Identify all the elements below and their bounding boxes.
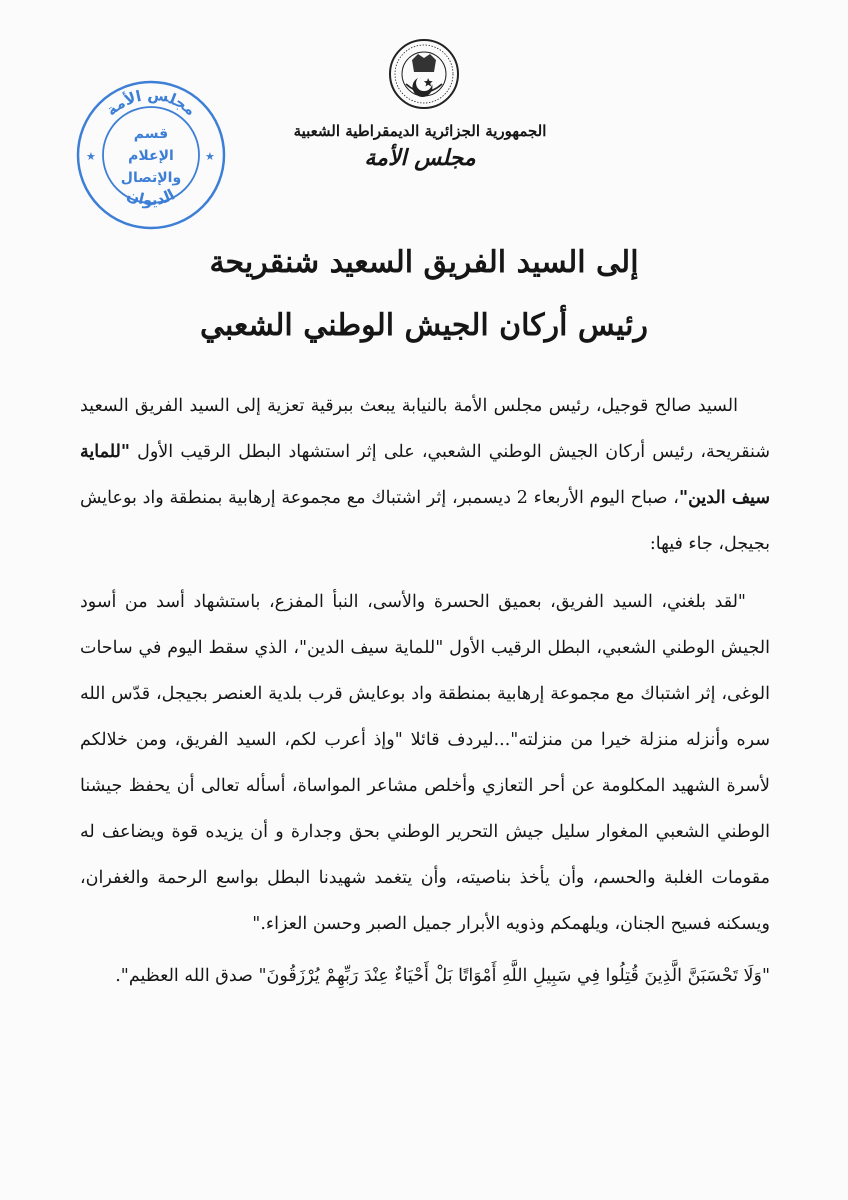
council-name: مجلس الأمة bbox=[364, 145, 476, 171]
republic-name: الجمهورية الجزائرية الديمقراطية الشعبية bbox=[293, 122, 547, 140]
national-emblem-icon bbox=[388, 38, 460, 110]
paragraph-intro bbox=[80, 383, 770, 567]
title-line-1: إلى السيد الفريق السعيد شنقريحة bbox=[209, 245, 639, 280]
stamp-top-text: مجلس الأمة bbox=[102, 85, 200, 120]
svg-text:الديوان bbox=[124, 185, 178, 209]
stamp-line-2: الإعلام bbox=[128, 148, 174, 164]
letterhead bbox=[270, 120, 570, 172]
stamp-graphic bbox=[74, 78, 228, 232]
paragraph-verse: "وَلَا تَحْسَبَنَّ الَّذِينَ قُتِلُوا فِي سَبِيلِ اللَّهِ أَمْوَاتًا بَلْ أَحْيَاءٌ عِنْدَ رَبِّهِمْ يُرْزَقُونَ" صدق الله العظيم". bbox=[115, 966, 770, 986]
letter-body bbox=[80, 383, 770, 999]
office-stamp bbox=[74, 78, 228, 232]
stamp-star-right: ★ bbox=[205, 150, 215, 163]
martyr-name: "للماية سيف الدين" bbox=[80, 442, 771, 508]
intro-text-a: السيد صالح قوجيل، رئيس مجلس الأمة بالنيابة يبعث ببرقية تعزية إلى السيد الفريق السعيد شنقريحة، رئيس أركان الجيش الوطني الشعبي، على إثر استشهاد البطل الرقيب الأول bbox=[80, 396, 770, 462]
stamp-line-3: والإتصال bbox=[120, 170, 182, 186]
stamp-line-1: قسم bbox=[133, 126, 169, 142]
stamp-bottom-text: الديوان bbox=[124, 185, 178, 210]
title-line-2: رئيس أركان الجيش الوطني الشعبي bbox=[199, 308, 648, 343]
paragraph-message: "لقد بلغني، السيد الفريق، بعميق الحسرة والأسى، النبأ المفزع، باستشهاد أسد من أسود الجيش الوطني الشعبي، البطل الرقيب الأول "للماية سيف الدين"، الذي سقط اليوم في ساحات الوغى، إثر اشتباك مع مجموعة إرهابية بمنطقة واد بوعايش قرب بلدية العنصر بجيجل، قدّس الله سره وأنزله منزلة خيرا من منزلته"...ليردف قائلا "وإذ أعرب لكم، السيد الفريق، ومن خلالكم لأسرة الشهيد المكلومة عن أحر التعازي وأخلص مشاعر المواساة، أسأله تعالى أن يحفظ جيشنا الوطني الشعبي المغوار سليل جيش التحرير الوطني بحق وجدارة و أن يزيده قوة ويضاعف له مقومات الغلبة والحسم، وأن يأخذ بناصيته، وأن يتغمد شهيدنا البطل بواسع الرحمة والغفران، ويسكنه فسيح الجنان، ويلهمكم وذويه الأبرار جميل الصبر وحسن العزاء." bbox=[80, 592, 770, 934]
stamp-star-left: ★ bbox=[86, 150, 96, 163]
intro-text-b: ، صباح اليوم الأربعاء 2 ديسمبر، إثر اشتباك مع مجموعة إرهابية بمنطقة واد بوعايش بجيجل، جاء فيها: bbox=[80, 488, 770, 554]
